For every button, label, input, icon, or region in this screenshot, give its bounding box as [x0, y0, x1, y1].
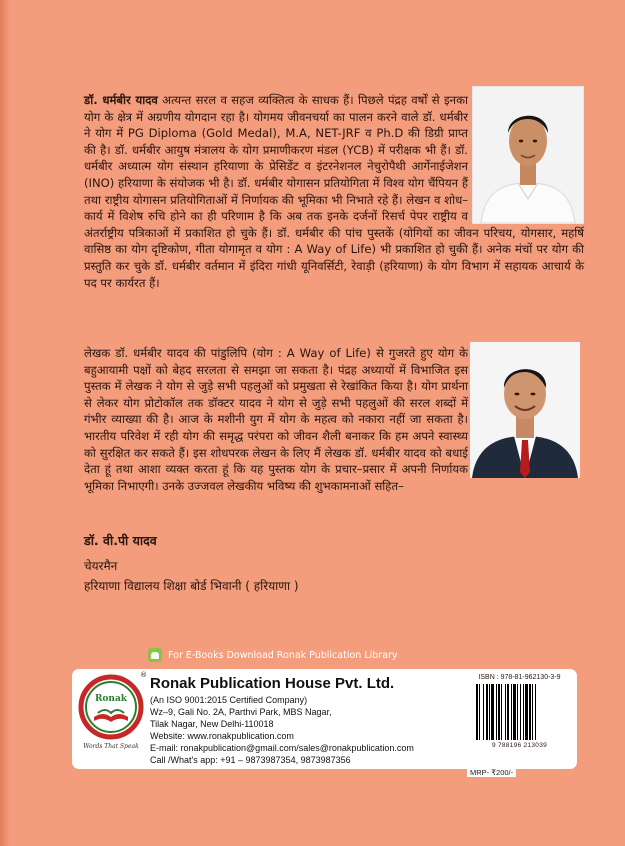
- publisher-box: [72, 669, 577, 769]
- barcode: [474, 684, 566, 742]
- barcode-bar: [520, 684, 521, 740]
- publisher-logo: [78, 673, 144, 745]
- barcode-bar: [532, 684, 533, 740]
- author-name: डॉ. धर्मबीर यादव: [84, 93, 158, 107]
- barcode-bar: [505, 684, 506, 740]
- ebook-banner-text: For E-Books Download Ronak Publication Library: [168, 649, 398, 661]
- signatory-name: डॉ. वी.पी यादव: [84, 533, 157, 548]
- mrp-price: MRP- ₹200/-: [467, 768, 516, 777]
- publisher-address-1: Wz–9, Gali No. 2A, Parthvi Park, MBS Nagar,: [150, 707, 332, 717]
- spine-edge: [0, 0, 10, 846]
- barcode-bar: [498, 684, 500, 740]
- foreword-text: लेखक डॉ. धर्मबीर यादव की पांडुलिपि (योग : A Way of Life) से गुजरते हुए योग के बहुआयामी पक्षों को बेहद सरलता से समझा जा सकता है। पंद्रह अध्यायों में विभाजित इस पुस्तक में लेखक ने योग से जुड़े सभी पहलुओं को प्रमुखता से रेखांकित किया है। योग प्रार्थना से लेकर योग प्रोटोकॉल तक डॉक्टर यादव ने योग से जुड़े सभी पहलुओं की सरल शब्दों में गंभीर व्याख्या की है। आज के मशीनी युग में योग के महत्व को नकारा नहीं जा सकता है। भारतीय परिवेश में रही योग की समृद्ध परंपरा को जीवन शैली बनाकर कि हम अपने स्वास्थ्य को सुरक्षित कर सकते हैं। इस शोधपरक लेखन के लिए मैं लेखक डॉ. धर्मबीर यादव को बधाई देता हूं तथा आशा व्यक्त करता हूं कि यह पुस्तक योग के प्रचार–प्रसार में अपनी निर्णायक भूमिका निभाएगी। उनके उज्जवल लेखकीय भविष्य की शुभकामनाओं सहित–: [84, 346, 468, 493]
- isbn-block: [467, 669, 572, 769]
- barcode-bar: [486, 684, 488, 740]
- publisher-name: Ronak Publication House Pvt. Ltd.: [150, 675, 395, 692]
- publisher-email[interactable]: E-mail: ronakpublication@gmail.com/sales@ronakpublication.com: [150, 743, 414, 753]
- signatory-role: चेयरमैन: [84, 559, 118, 573]
- barcode-bar: [523, 684, 524, 740]
- isbn-label: ISBN : 978-81-962130-3-9: [478, 674, 561, 681]
- publisher-website[interactable]: Website: www.ronakpublication.com: [150, 731, 294, 741]
- barcode-bar: [501, 684, 502, 740]
- photo-spacer: [476, 86, 590, 222]
- author-bio: [84, 92, 584, 291]
- barcode-bar: [535, 684, 536, 740]
- barcode-bar: [507, 684, 509, 740]
- barcode-bar: [525, 684, 528, 740]
- barcode-bar: [491, 684, 494, 740]
- author-bio-text: अत्यन्त सरल व सहज व्यक्तित्व के साधक हैं। पिछले पंद्रह वर्षों से इनका योग के क्षेत्र में अग्रणीय योगदान रहा है। योगमय जीवनचर्या का पालन करने वाले डॉ. धर्मबीर ने योग में PG Diploma (Gold Medal), M.A, NET-JRF व Ph.D की डिग्री प्राप्त की है। डॉ. धर्मबीर आयुष मंत्रालय के योग प्रमाणीकरण मंडल (YCB) में परीक्षक भी हैं। डॉ. धर्मबीर अध्यात्म योग संस्थान हरियाणा के प्रेसिडेंट व इंटरनेशनल नेचुरोपैथी आर्गेनाईजेशन (INO) हरियाणा के संयोजक भी है। डॉ. धर्मबीर योगासन प्रतियोगिता में विश्व योग चैंपियन हैं तथा राष्ट्रीय योगासन प्रतियोगिताओं में निर्णायक की भूमिका भी निभाते रहे हैं। लेखन व शोध–कार्य में विशेष रुचि होने का ही परिणाम है कि अब तक इनके दर्जनों रिसर्च पेपर राष्ट्रीय व अंतर्राष्ट्रीय पत्रिकाओं में प्रकाशित हो चुके हैं। डॉ. धर्मबीर की पांच पुस्तकें (योगियों का जीवन परिचय, योगसार, महर्षि वासिष्ठ का योग दृष्टिकोण, गीता योगामृत व योग : A Way of Life) भी प्रकाशित हो चुकी हैं। अनेक मंचों पर योग की प्रस्तुति कर चुके डॉ. धर्मबीर वर्तमान में इंदिरा गांधी यूनिवर्सिटी, रेवाड़ी (हरियाणा) के योग विभाग में सहायक आचार्य के पद पर कार्यरत हैं।: [84, 93, 584, 290]
- publisher-iso: (An ISO 9001:2015 Certified Company): [150, 695, 308, 705]
- foreword-message: [84, 345, 584, 494]
- android-icon: [148, 648, 162, 662]
- barcode-bar: [489, 684, 490, 740]
- signatory-org: हरियाणा विद्यालय शिक्षा बोर्ड भिवानी ( हरियाणा ): [84, 579, 299, 593]
- barcode-bar: [529, 684, 531, 740]
- barcode-bar: [496, 684, 497, 740]
- barcode-bar: [513, 684, 516, 740]
- publisher-address-2: Tilak Nagar, New Delhi-110018: [150, 719, 274, 729]
- barcode-digits: 9 788196 213039: [491, 742, 548, 749]
- barcode-bar: [476, 684, 478, 740]
- barcode-bar: [483, 684, 484, 740]
- photo-spacer: [476, 341, 588, 473]
- logo-text: Ronak: [94, 694, 128, 704]
- logo-motto: Words That Speak: [83, 743, 139, 750]
- barcode-bar: [517, 684, 518, 740]
- publisher-phone: Call /What's app: +91 – 9873987354, 9873987356: [150, 755, 351, 765]
- barcode-bar: [511, 684, 512, 740]
- registered-mark: ®: [140, 671, 147, 679]
- ebook-banner[interactable]: [148, 648, 398, 662]
- barcode-bar: [479, 684, 480, 740]
